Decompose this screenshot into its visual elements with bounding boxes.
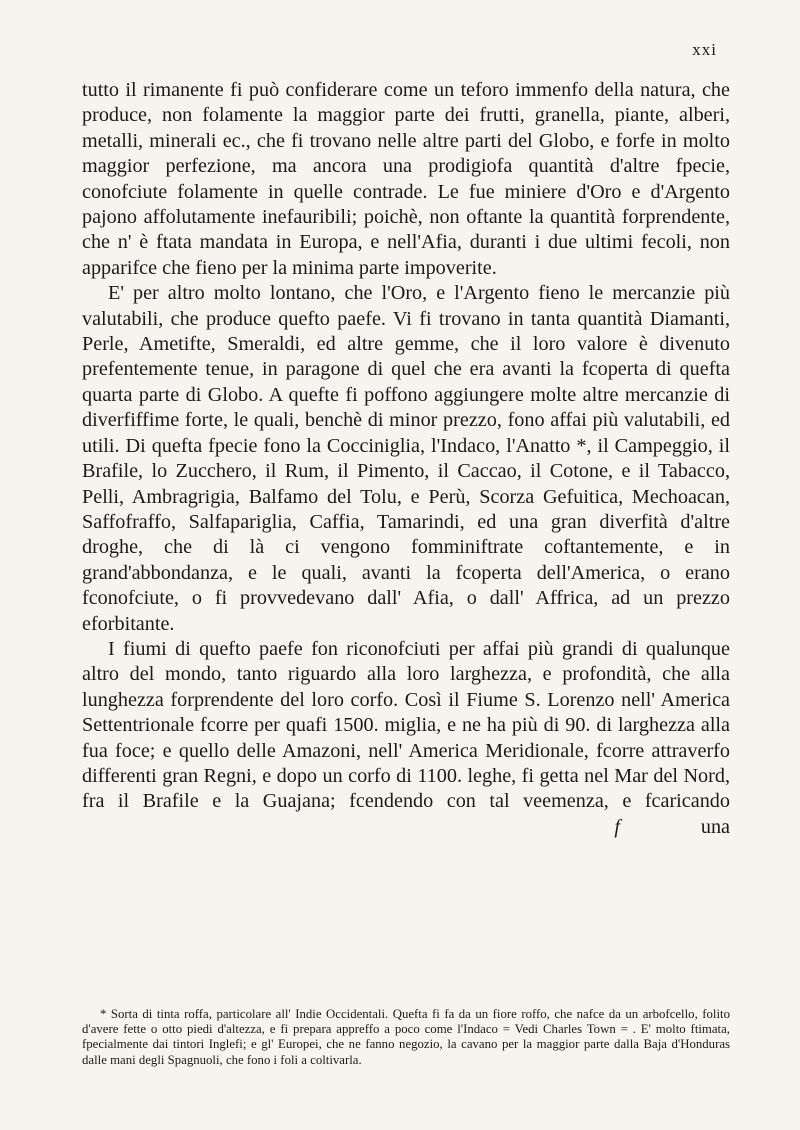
paragraph-3: I fiumi di quefto paefe fon riconofciuti per affai più grandi di qualunque altro del mondo, tanto riguardo alla loro larghezza, e profondità, che alla lunghezza forprendente del loro corfo. Così il Fiume S. Lorenzo nell' America Settentrionale fcorre per quafi 1500. miglia, e ne ha più di 90. di larghezza alla fua foce; e quello delle Amazoni, nell' America Meridionale, fcorre attraverfo differenti gran Regni, e dopo un corfo di 1100. leghe, fi getta nel Mar del Nord, fra il Brafile e la Guajana; fcendendo con tal veemenza, e fcaricando	[82, 637, 730, 813]
signature-mark: f	[614, 815, 620, 838]
main-text	[82, 78, 730, 840]
paragraph-1: tutto il rimanente fi può confiderare come un teforo immenfo della natura, che produce, non folamente la maggior parte dei frutti, granella, piante, alberi, metalli, minerali ec., che fi trovano nelle altre parti del Globo, e forfe in molto maggior perfezione, ma ancora una prodigiofa quantità d'altre fpecie, conofciute folamente in quelle contrade. Le fue miniere d'Oro e d'Argento pajono affolutamente inefauribili; poichè, non oftante la quantità forprendente, che n' è ftata mandata in Europa, e nell'Afia, duranti i due ultimi fecoli, non apparifce che fieno per la minima parte impoverite.	[82, 79, 730, 279]
catchword: una	[700, 815, 730, 838]
paragraph-2: E' per altro molto lontano, che l'Oro, e l'Argento fieno le mercanzie più valutabili, che produce quefto paefe. Vi fi trovano in tanta quantità Diamanti, Perle, Ametifte, Smeraldi, ed altre gemme, che il loro valore è divenuto prefentemente tenue, in paragone di quel che era avanti la fcoperta di quefta quarta parte di Globo. A quefte fi poffono aggiungere molte altre mercanzie di diverfiffime forte, le quali, benchè di minor prezzo, fono affai più valutabili, ed utili. Di quefta fpecie fono la Cocciniglia, l'Indaco, l'Anatto *, il Campeggio, il Brafile, lo Zucchero, il Rum, il Pimento, il Caccao, il Cotone, e il Tabacco, Pelli, Ambragrigia, Balfamo del Tolu, e Perù, Scorza Gefuitica, Mechoacan, Saffofraffo, Salfapariglia, Caffia, Tamarindi, ed una gran diverfità d'altre droghe, che di là ci vengono fomminiftrate coftantemente, e in grand'abbondanza, e le quali, avanti la fcoperta dell'America, o erano fconofciute, o fi provvedevano dall' Afia, o dall' Affrica, ad un prezzo eforbitante.	[82, 282, 730, 635]
page-number: xxi	[692, 40, 717, 59]
footnote-text: * Sorta di tinta roffa, particolare all' Indie Occidentali. Quefta fi fa da un fiore roffo, che nafce da un arbofcello, folito d'avere fette o otto piedi d'altezza, e fi prepara appreffo a poco come l'Indaco = Vedi Charles Town = . E' molto ftimata, fpecialmente dai tintori Inglefi; e gl' Europei, che ne fanno negozio, la cavano per la maggior parte dalla Baja d'Honduras dalle mani degli Spagnuoli, che fono i foli a coltivarla.	[82, 1007, 730, 1067]
catch-line	[82, 815, 730, 840]
footnote	[82, 1007, 730, 1068]
